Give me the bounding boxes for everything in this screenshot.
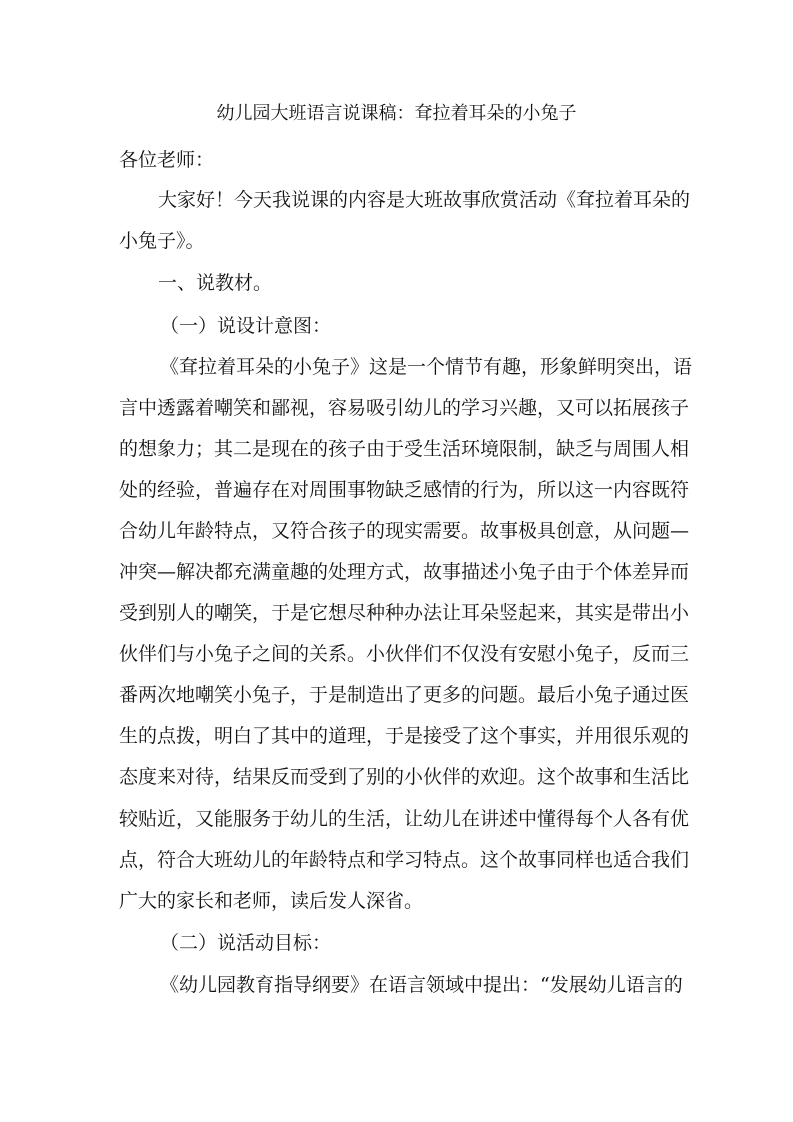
subsection-heading-1: （一）说设计意图：	[160, 315, 332, 337]
body-line-6: 冲突—解决都充满童趣的处理方式，故事描述小兔子由于个体差异而	[119, 561, 690, 583]
body-line-4: 处的经验，普遍存在对周围事物缺乏感情的行为，所以这一内容既符	[119, 479, 690, 501]
intro-line-1: 大家好！今天我说课的内容是大班故事欣赏活动《耷拉着耳朵的	[158, 189, 691, 211]
body-line-5: 合幼儿年龄特点，又符合孩子的现实需要。故事极具创意，从问题—	[119, 520, 690, 542]
body-line-8: 伙伴们与小兔子之间的关系。小伙伴们不仅没有安慰小兔子，反而三	[119, 643, 690, 665]
document-title: 幼儿园大班语言说课稿：耷拉着耳朵的小兔子	[216, 103, 577, 124]
body-line-3: 的想象力；其二是现在的孩子由于受生活环境限制，缺乏与周围人相	[119, 438, 690, 460]
section-heading-1: 一、说教材。	[158, 272, 273, 294]
body-line-last: 《幼儿园教育指导纲要》在语言领域中提出：“发展幼儿语言的	[160, 974, 683, 996]
body-line-13: 点，符合大班幼儿的年龄特点和学习特点。这个故事同样也适合我们	[119, 849, 690, 871]
body-line-7: 受到别人的嘲笑，于是它想尽种种办法让耳朵竖起来，其实是带出小	[119, 602, 690, 624]
body-line-14: 广大的家长和老师，读后发人深省。	[119, 890, 424, 912]
greeting: 各位老师：	[119, 149, 215, 171]
body-line-2: 言中透露着嘲笑和鄙视，容易吸引幼儿的学习兴趣，又可以拓展孩子	[119, 397, 690, 419]
body-line-12: 较贴近，又能服务于幼儿的生活，让幼儿在讲述中懂得每个人各有优	[119, 808, 690, 830]
subsection-heading-2: （二）说活动目标：	[160, 932, 332, 954]
body-line-9: 番两次地嘲笑小兔子，于是制造出了更多的问题。最后小兔子通过医	[119, 684, 690, 706]
body-line-1: 《耷拉着耳朵的小兔子》这是一个情节有趣，形象鲜明突出，语	[160, 356, 693, 378]
body-line-11: 态度来对待，结果反而受到了别的小伙伴的欢迎。这个故事和生活比	[119, 766, 690, 788]
body-line-10: 生的点拨，明白了其中的道理，于是接受了这个事实，并用很乐观的	[119, 725, 690, 747]
intro-line-2: 小兔子》。	[119, 230, 205, 252]
